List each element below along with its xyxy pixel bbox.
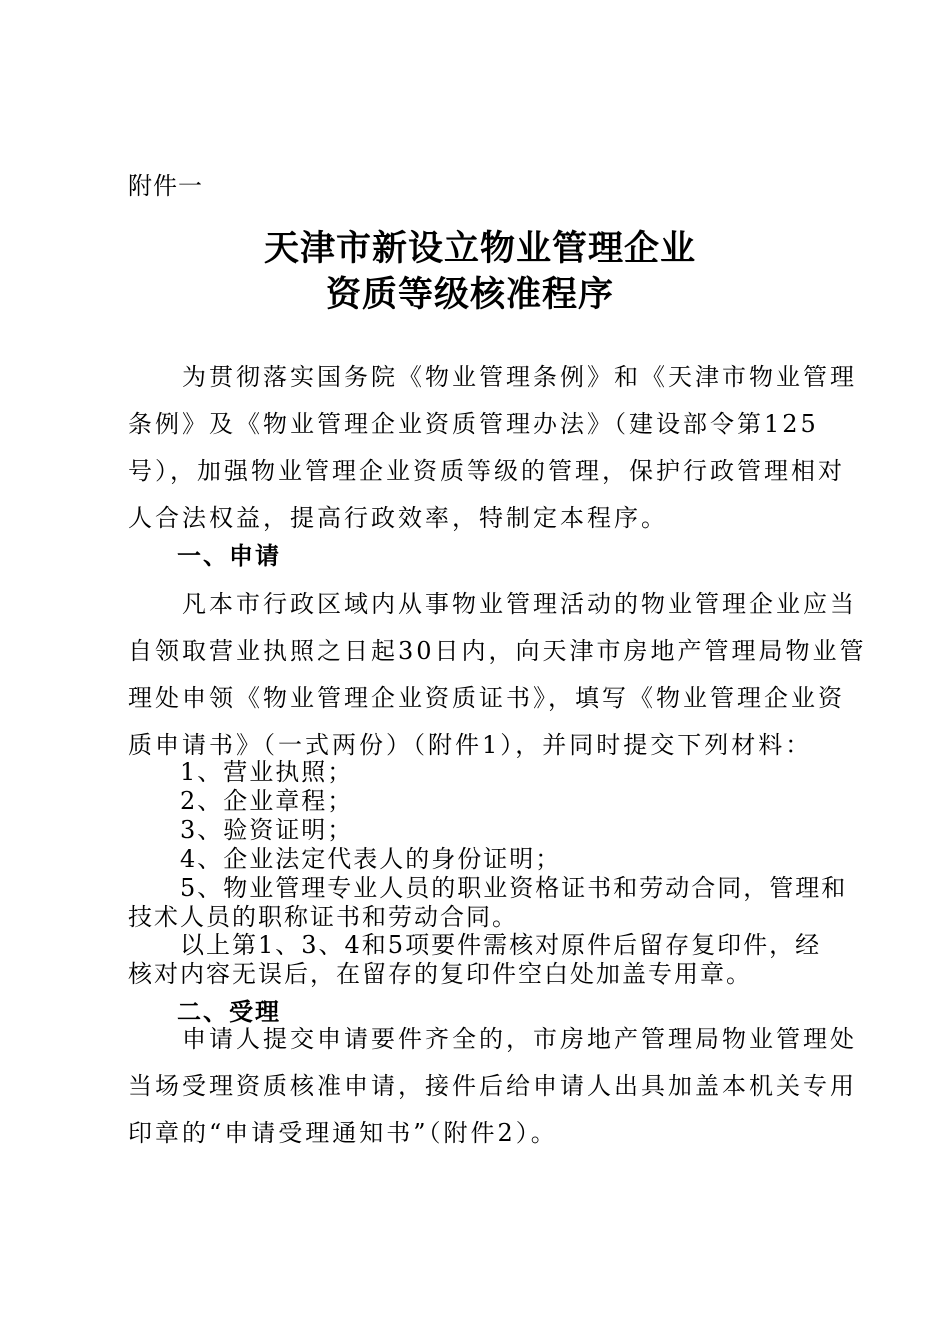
body-line: 理处申领《物业管理企业资质证书》，填写《物业管理企业资 bbox=[128, 684, 845, 712]
body-line: 质申请书》（一式两份）（附件1），并同时提交下列材料： bbox=[128, 731, 813, 759]
intro-line: 号），加强物业管理企业资质等级的管理，保护行政管理相对 bbox=[128, 457, 845, 485]
body-line: 自领取营业执照之日起30日内，向天津市房地产管理局物业管 bbox=[128, 637, 867, 665]
list-item: 4、企业法定代表人的身份证明； bbox=[128, 845, 562, 873]
document-title-line-2: 资质等级核准程序 bbox=[325, 274, 614, 315]
body-line: 当场受理资质核准申请，接件后给申请人出具加盖本机关专用 bbox=[128, 1072, 857, 1100]
section-accept-body bbox=[128, 1016, 857, 1157]
list-item: 3、验资证明； bbox=[128, 816, 354, 844]
body-line: 申请人提交申请要件齐全的，市房地产管理局物业管理处 bbox=[128, 1025, 857, 1053]
list-item: 5、物业管理专业人员的职业资格证书和劳动合同，管理和 bbox=[128, 874, 848, 902]
section-heading-apply: 一、申请 bbox=[177, 541, 281, 570]
intro-line: 条例》及《物业管理企业资质管理办法》（建设部令第125 bbox=[128, 410, 819, 438]
intro-line: 人合法权益，提高行政效率，特制定本程序。 bbox=[128, 504, 668, 532]
list-item: 1、营业执照； bbox=[128, 758, 354, 786]
materials-note bbox=[128, 931, 838, 989]
attachment-label: 附件一 bbox=[128, 172, 203, 200]
body-line: 印章的“申请受理通知书”（附件2）。 bbox=[128, 1119, 558, 1147]
list-item: 技术人员的职称证书和劳动合同。 bbox=[128, 903, 518, 931]
document-title-line-1: 天津市新设立物业管理企业 bbox=[263, 228, 696, 269]
section-apply-body bbox=[128, 581, 867, 769]
note-line: 以上第1、3、4和5项要件需核对原件后留存复印件，经 bbox=[128, 931, 822, 959]
materials-list bbox=[128, 758, 848, 932]
body-line: 凡本市行政区域内从事物业管理活动的物业管理企业应当 bbox=[128, 590, 857, 618]
note-line: 核对内容无误后，在留存的复印件空白处加盖专用章。 bbox=[128, 960, 752, 988]
intro-paragraph bbox=[128, 354, 857, 542]
section-heading-accept: 二、受理 bbox=[177, 997, 281, 1026]
intro-line: 为贯彻落实国务院《物业管理条例》和《天津市物业管理 bbox=[128, 363, 857, 391]
list-item: 2、企业章程； bbox=[128, 787, 354, 815]
